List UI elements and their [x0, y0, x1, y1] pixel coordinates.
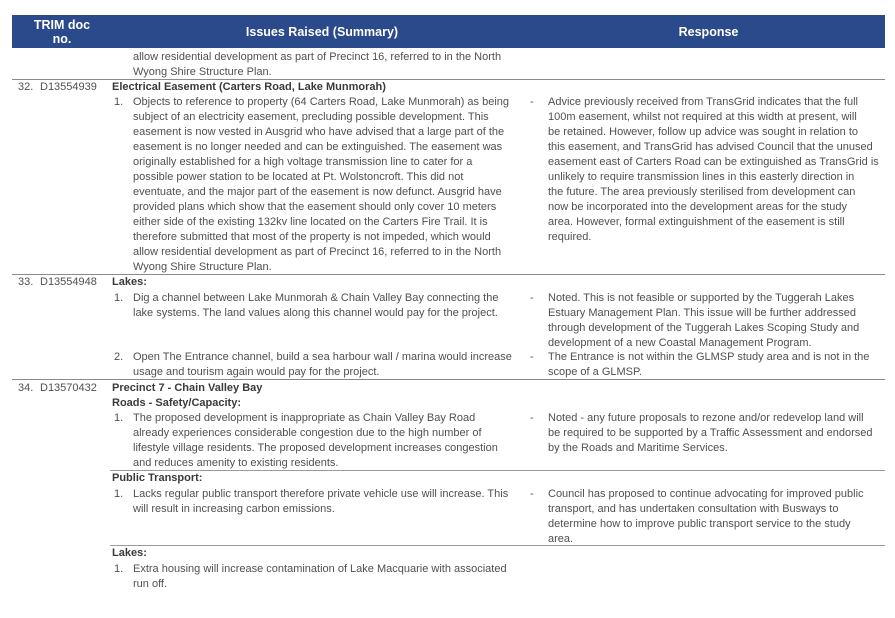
response-text: Noted - any future proposals to rezone and/or redevelop land will be required to be supported by a Traffic Assessment and endorsed by the Roads and Maritime Services.	[548, 412, 873, 454]
response-text: Council has proposed to continue advocating for improved public transport, and has undertaken consultation with Busways to determine how to improve public transport service to the study area.	[548, 488, 864, 545]
issue-item-number: 1.	[114, 96, 124, 108]
trim-doc-number: D13570432	[40, 382, 97, 394]
response-bullet: -	[530, 351, 534, 363]
issue-text: Extra housing will increase contamination of Lake Macquarie with associated run off.	[133, 563, 507, 590]
subsection-divider	[110, 545, 885, 546]
subsection-divider	[110, 470, 885, 471]
row-number: 32.	[18, 81, 34, 93]
table-header	[12, 15, 885, 48]
subsection-heading: Roads - Safety/Capacity:	[112, 397, 241, 409]
issue-text: Open The Entrance channel, build a sea harbour wall / marina would increase usage and tourism again would pay for the project.	[133, 351, 512, 378]
issue-heading: Precinct 7 - Chain Valley Bay	[112, 382, 263, 394]
response-text: Advice previously received from TransGrid indicates that the full 100m easement, whilst not required at this width at present, will be retained. However, follow up advice was sought in relation to this easement, and TransGrid has advised Council that the unused easement east of Carters Road can be extinguished as TransGrid is unlikely to require transmission lines in this easterly direction in the future. The area previously sterilised from development can now be incorporated into the development areas for the study area. However, formal extinguishment of the easement is still required.	[548, 96, 879, 243]
response-bullet: -	[530, 412, 534, 424]
issue-heading: Electrical Easement (Carters Road, Lake Munmorah)	[112, 81, 386, 93]
subsection-heading: Public Transport:	[112, 472, 203, 484]
row-divider	[12, 379, 885, 380]
issue-text: The proposed development is inappropriate as Chain Valley Bay Road already experiences considerable congestion due to the high number of lifestyle village residents. The proposed development increases congestion and reduces amenity to existing residents.	[133, 412, 498, 469]
response-text: The Entrance is not within the GLMSP study area and is not in the scope of a GLMSP.	[548, 351, 870, 378]
issue-item-number: 1.	[114, 412, 124, 424]
header-response: Response	[678, 24, 739, 39]
issue-heading: Lakes:	[112, 276, 147, 288]
response-bullet: -	[530, 488, 534, 500]
row-number: 33.	[18, 276, 34, 288]
issue-item-number: 1.	[114, 488, 124, 500]
issue-item-number: 2.	[114, 351, 124, 363]
response-text: Noted. This is not feasible or supported by the Tuggerah Lakes Estuary Management Plan. This issue will be further addressed through development of the Tuggerah Lakes Scoping Study and development of a new Coastal Management Program.	[548, 292, 860, 349]
issue-text: Lacks regular public transport therefore private vehicle use will increase. This will result in increasing carbon emissions.	[133, 488, 509, 515]
issue-item-number: 1.	[114, 563, 124, 575]
issue-text: Objects to reference to property (64 Carters Road, Lake Munmorah) as being subject of an electricity easement, precluding possible development. This easement is now vested in Ausgrid who have advised that a large part of the easement is no longer needed and can be extinguished. The easement was originally established for a high voltage transmission line to cater for a possible power station to be located at Pt. Wolstoncroft. This did not eventuate, and the major part of the easement is now defunct. Ausgrid have provided plans which show that the easement should only cover 10 meters either side of the existing 132kv line located on the Carters Fire Trail. It is therefore submitted that most of the property is not impeded, which would allow residential development as part of Precinct 16, referred to in the North Wyong Shire Structure Plan.	[133, 96, 510, 273]
response-bullet: -	[530, 96, 534, 108]
issue-text: Dig a channel between Lake Munmorah & Chain Valley Bay connecting the lake systems. The land values along this channel would pay for the project.	[133, 292, 499, 319]
issue-item-number: 1.	[114, 292, 124, 304]
header-issues-raised: Issues Raised (Summary)	[245, 24, 399, 39]
response-bullet: -	[530, 292, 534, 304]
trim-doc-number: D13554948	[40, 276, 97, 288]
trim-doc-number: D13554939	[40, 81, 97, 93]
row-number: 34.	[18, 382, 34, 394]
continued-issue-text: allow residential development as part of Precinct 16, referred to in the North Wyong Shire Structure Plan.	[133, 51, 502, 78]
header-trim-doc-no: TRIM doc no.	[33, 17, 91, 46]
subsection-heading: Lakes:	[112, 547, 147, 559]
